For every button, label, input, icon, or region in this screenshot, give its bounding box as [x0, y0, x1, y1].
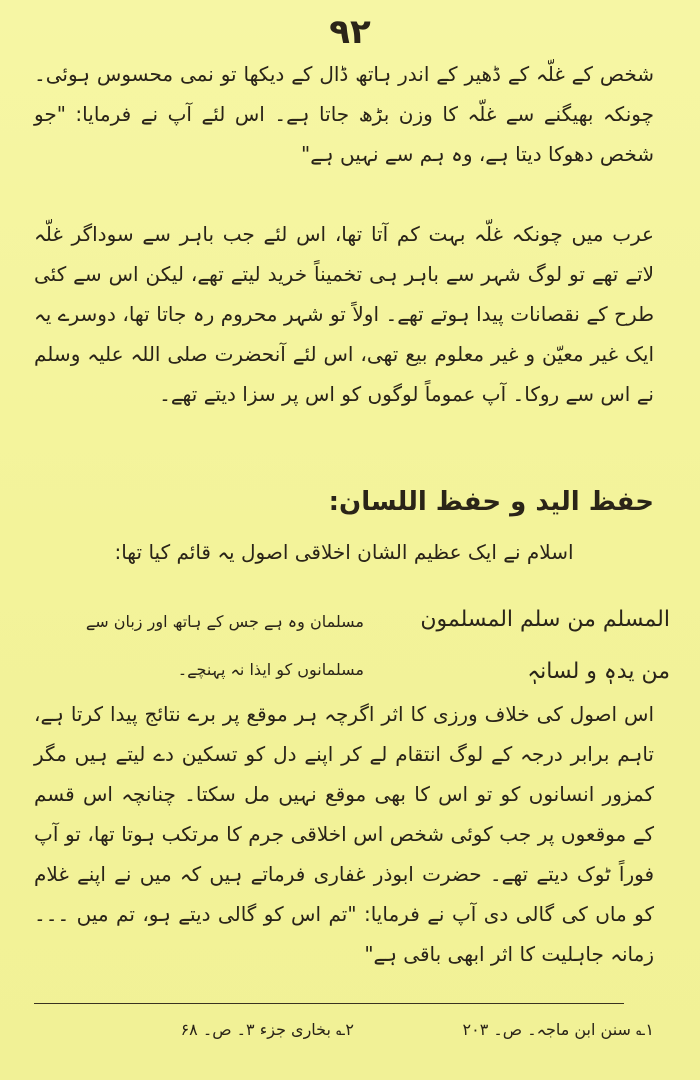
paragraph-grain-deception: شخص کے غلّہ کے ڈھیر کے اندر ہاتھ ڈال کے دیکھا تو نمی محسوس ہوئی۔ چونکہ بھیگنے سے غلّہ کا وزن بڑھ جاتا ہے۔ اس لئے آپ نے فرمایا: "جو شخص دھوکا دیتا ہے، وہ ہم سے نہیں ہے"	[34, 62, 654, 166]
hadith-line: من یدہٖ و لسانہٖ	[527, 659, 670, 684]
paragraph-arabia-trade: عرب میں چونکہ غلّہ بہت کم آتا تھا، اس لئے جب باہر سے سوداگر غلّہ لاتے تھے تو لوگ شہر سے باہر ہی تخمیناً خرید لیتے تھے، لیکن اس سے کئی طرح کے نقصانات پیدا ہوتے تھے۔ اولاً تو شہر محروم رہ جاتا تھا، دوسرے یہ ایک غیر معیّن و غیر معلوم بیع تھی، اس لئے آنحضرت صلی اللہ علیہ وسلم نے اس سے روکا۔ آپ عموماً لوگوں کو اس پر سزا دیتے تھے۔	[34, 222, 654, 406]
hadith-translation	[34, 598, 364, 694]
footnote-divider	[34, 1003, 624, 1004]
paragraph-principle-violation: اس اصول کی خلاف ورزی کا اثر اگرچہ ہر موقع پر برے نتائج پیدا کرتا ہے، تاہم برابر درجہ کے لوگ انتقام لے کر اپنے دل کو تسکین دے لیتے ہیں مگر کمزور انسانوں کو تو اس کا بھی موقع نہیں مل سکتا۔ چنانچہ اس قسم کے موقعوں پر جب کوئی شخص اس اخلاقی جرم کا مرتکب ہوتا تھا، تو آپ فوراً ٹوک دیتے تھے۔ حضرت ابوذر غفاری فرماتے ہیں کہ میں نے اپنے غلام کو ماں کی گالی دی آپ نے فرمایا: "تم اس کو گالی دیتے ہو، تم میں ۔۔۔ زمانہ جاہلیت کا اثر ابھی باقی ہے"	[34, 702, 654, 966]
footnote-1: ۱؎ سنن ابن ماجہ۔ ص۔ ۲۰۳	[462, 1020, 654, 1039]
translation-line: مسلمان وہ ہے جس کے ہاتھ اور زبان سے	[85, 612, 364, 631]
section-heading: حفظ الید و حفظ اللسان:	[328, 487, 654, 517]
page-number: ۹۲	[329, 12, 371, 52]
section-intro: اسلام نے ایک عظیم الشان اخلاقی اصول یہ قائم کیا تھا:	[114, 540, 574, 564]
hadith-arabic	[380, 594, 670, 698]
footnote-2: ۲؎ بخاری جزء ۳۔ ص۔ ۶۸	[180, 1020, 354, 1039]
hadith-line: المسلم من سلم المسلمون	[420, 607, 670, 632]
footnotes	[34, 1010, 654, 1060]
translation-line: مسلمانوں کو ایذا نہ پہنچے۔	[177, 660, 364, 679]
